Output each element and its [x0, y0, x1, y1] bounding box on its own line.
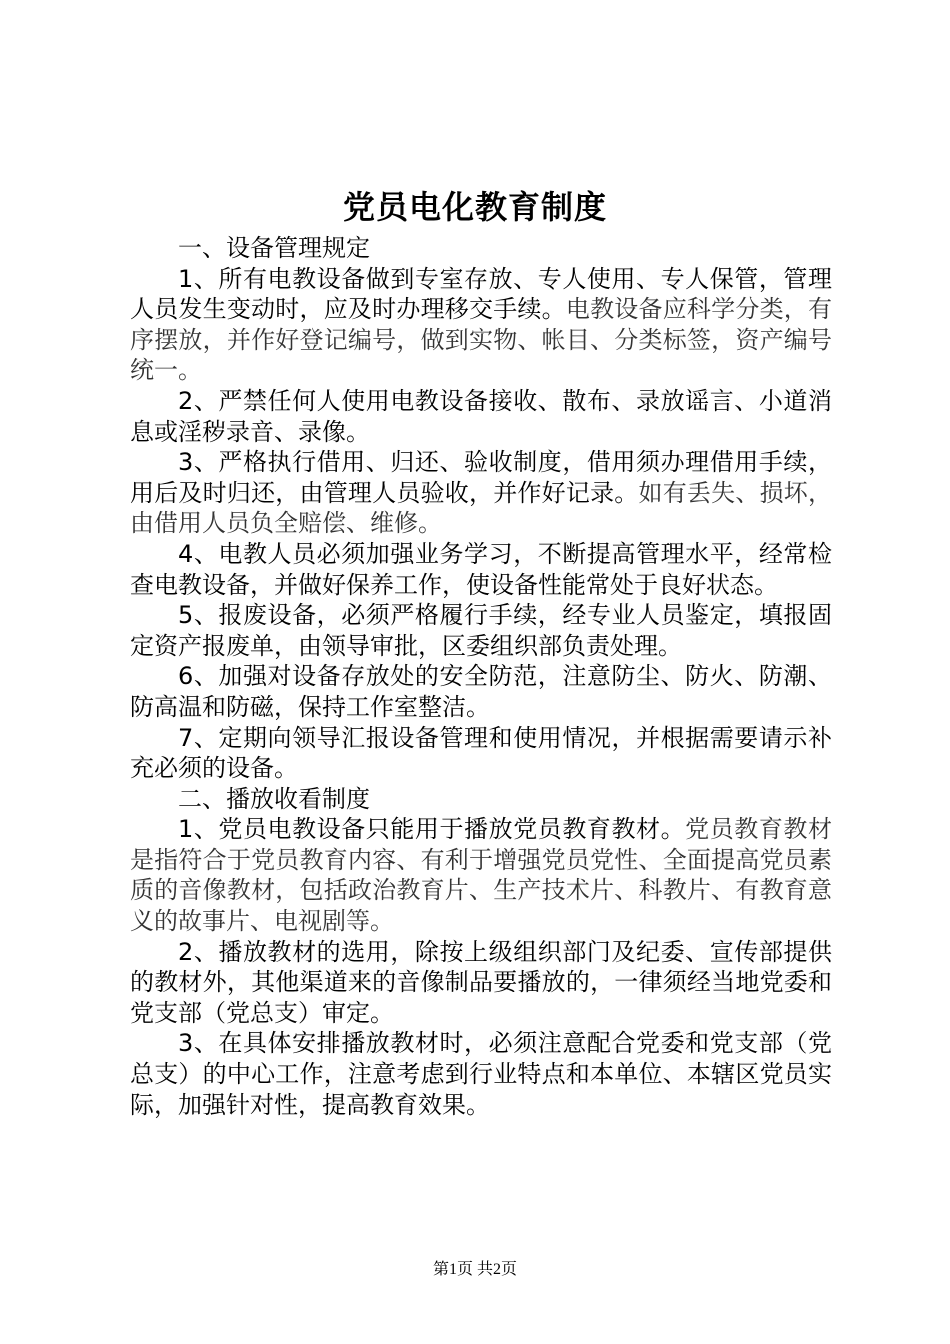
paragraph-text: 5、报废设备，必须严格履行手续，经专业人员鉴定，填报固定资产报废单，由领导审批，区委组织部负责处理。: [130, 601, 832, 660]
paragraph-text: 1、党员电教设备只能用于播放党员教育教材。: [178, 815, 686, 844]
paragraph-text: 4、电教人员必须加强业务学习，不断提高管理水平，经常检查电教设备，并做好保养工作，使设备性能常处于良好状态。: [130, 539, 832, 599]
section-heading-equipment: 一、设备管理规定: [178, 234, 370, 262]
paragraph: [130, 937, 832, 1029]
page-footer: 第1页 共2页: [432, 1261, 517, 1278]
paragraph-text: 3、在具体安排播放教材时，必须注意配合党委和党支部（党总支）的中心工作，注意考虑到行业特点和本单位、本辖区党员实际，加强针对性，提高教育效果。: [130, 1029, 832, 1119]
paragraph-text: 1、所有电教设备做到专室存放、专人使用、专人保管，管理人员发生变动时，应及时办理移交手续。: [130, 264, 832, 324]
paragraph: [130, 447, 832, 539]
paragraph-text: 2、播放教材的选用，除按上级组织部门及纪委、宣传部提供的教材外，其他渠道来的音像制品要播放的，一律须经当地党委和党支部（党总支）审定。: [130, 937, 832, 1027]
paragraph: [130, 386, 832, 447]
paragraph: [130, 1028, 832, 1120]
paragraph-extra-text: 电教设备应科学分类，有序摆放，并作好登记编号，做到实物、帐目、分类标签，资产编号统一。: [130, 295, 833, 385]
paragraph: [130, 814, 832, 936]
paragraph-extra-text: 如有丢失、损坏，由借用人员负全赔偿、维修。: [130, 478, 832, 538]
paragraph: [130, 723, 832, 784]
paragraph: [130, 264, 832, 386]
paragraph: [130, 661, 832, 722]
paragraph: [130, 600, 832, 661]
paragraph-text: 7、定期向领导汇报设备管理和使用情况，并根据需要请示补充必须的设备。: [130, 723, 832, 783]
paragraph: [130, 539, 832, 600]
document-title: 党员电化教育制度: [342, 188, 607, 226]
document-body: [130, 233, 832, 1120]
paragraph-text: 6、加强对设备存放处的安全防范，注意防尘、防火、防潮、防高温和防磁，保持工作室整洁。: [130, 662, 832, 721]
section-heading-playback: 二、播放收看制度: [178, 784, 370, 813]
paragraph-text: 2、严禁任何人使用电教设备接收、散布、录放谣言、小道消息或淫秽录音、录像。: [130, 386, 832, 446]
paragraph-text: 3、严格执行借用、归还、验收制度，借用须办理借用手续，用后及时归还，由管理人员验收，并作好记录。: [130, 448, 832, 507]
paragraph-extra-text: 党员教育教材是指符合于党员教育内容、有利于增强党员党性、全面提高党员素质的音像教材，包括政治教育片、生产技术片、科教片、有教育意义的故事片、电视剧等。: [130, 815, 832, 936]
